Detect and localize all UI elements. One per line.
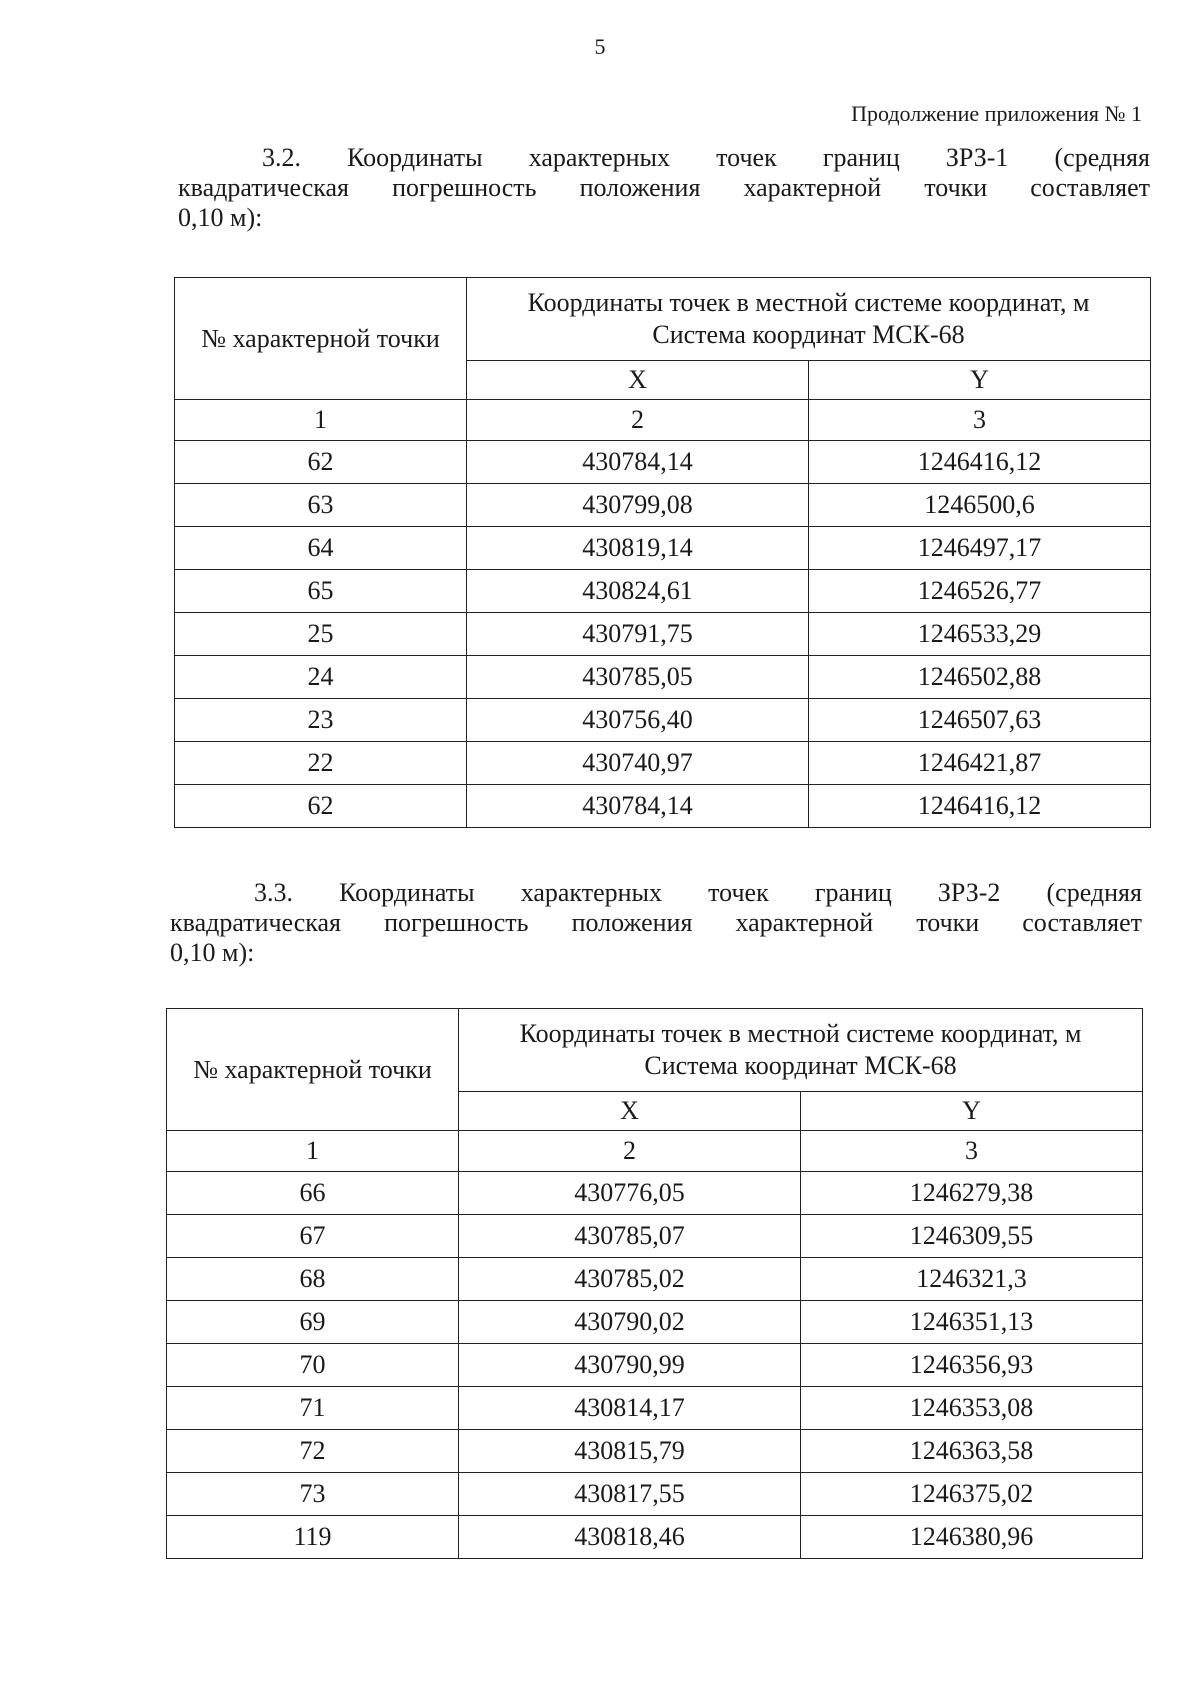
- word: характерных: [528, 143, 670, 172]
- col-group-header: [459, 1009, 1143, 1092]
- y-value: 1246353,08: [801, 1387, 1143, 1430]
- y-value: 1246363,58: [801, 1430, 1143, 1473]
- appendix-note: Продолжение приложения № 1: [851, 101, 1142, 126]
- col-header-y: Y: [809, 361, 1151, 400]
- y-value: 1246279,38: [801, 1172, 1143, 1215]
- word: характерных: [520, 878, 662, 907]
- y-value: 1246502,88: [809, 656, 1151, 699]
- point-number: 63: [175, 484, 467, 527]
- word: составляет: [1030, 173, 1150, 202]
- col-header-x: X: [459, 1092, 801, 1131]
- y-value: 1246351,13: [801, 1301, 1143, 1344]
- table-row: [167, 1387, 1143, 1430]
- index-row: [167, 1131, 1143, 1172]
- table-row: [167, 1301, 1143, 1344]
- point-number: 70: [167, 1344, 459, 1387]
- point-number: 23: [175, 699, 467, 742]
- x-value: 430740,97: [467, 742, 809, 785]
- point-number: 64: [175, 527, 467, 570]
- table-row: [167, 1344, 1143, 1387]
- y-value: 1246497,17: [809, 527, 1151, 570]
- x-value: 430776,05: [459, 1172, 801, 1215]
- point-number: 68: [167, 1258, 459, 1301]
- col-header-y: Y: [801, 1092, 1143, 1131]
- coordinates-table-zrz-2: [166, 1008, 1143, 1559]
- col-group-header: [467, 278, 1151, 361]
- x-value: 430818,46: [459, 1516, 801, 1559]
- x-value: 430791,75: [467, 613, 809, 656]
- y-value: 1246526,77: [809, 570, 1151, 613]
- x-value: 430817,55: [459, 1473, 801, 1516]
- index-cell: 3: [809, 400, 1151, 441]
- table-row: [167, 1473, 1143, 1516]
- point-number: 24: [175, 656, 467, 699]
- x-value: 430785,05: [467, 656, 809, 699]
- word: границ: [814, 878, 892, 907]
- point-number: 119: [167, 1516, 459, 1559]
- word: положения: [571, 908, 693, 937]
- word: Координаты: [339, 878, 475, 907]
- y-value: 1246375,02: [801, 1473, 1143, 1516]
- table-row: [175, 699, 1151, 742]
- section-3-2-paragraph: [178, 143, 1150, 233]
- word: положения: [579, 173, 701, 202]
- section-3-3-paragraph: [170, 878, 1142, 968]
- group-header-line2: Система координат МСК-68: [644, 1051, 957, 1080]
- group-header-line1: Координаты точек в местной системе координат, м: [527, 288, 1090, 317]
- y-value: 1246533,29: [809, 613, 1151, 656]
- word: точки: [916, 908, 980, 937]
- point-number: 71: [167, 1387, 459, 1430]
- word: точек: [708, 878, 769, 907]
- x-value: 430784,14: [467, 441, 809, 484]
- table-row: [175, 441, 1151, 484]
- word: погрешность: [384, 908, 529, 937]
- table-row: [167, 1172, 1143, 1215]
- table-row: [167, 1430, 1143, 1473]
- x-value: 430824,61: [467, 570, 809, 613]
- index-cell: 1: [167, 1131, 459, 1172]
- point-number: 22: [175, 742, 467, 785]
- col-header-point-number: № характерной точки: [175, 278, 467, 400]
- table-row: [175, 484, 1151, 527]
- section-number: 3.3.: [254, 878, 293, 907]
- index-cell: 2: [467, 400, 809, 441]
- word: ЗРЗ-1: [945, 143, 1009, 172]
- table-row: [175, 656, 1151, 699]
- word: квадратическая: [178, 173, 350, 202]
- table-row: [175, 613, 1151, 656]
- point-number: 25: [175, 613, 467, 656]
- index-cell: 1: [175, 400, 467, 441]
- word: точек: [716, 143, 777, 172]
- word: составляет: [1022, 908, 1142, 937]
- point-number: 62: [175, 441, 467, 484]
- col-header-x: X: [467, 361, 809, 400]
- table-row: [175, 570, 1151, 613]
- x-value: 430790,02: [459, 1301, 801, 1344]
- word: (средняя: [1046, 878, 1142, 907]
- paragraph-tail: 0,10 м):: [170, 938, 255, 967]
- y-value: 1246380,96: [801, 1516, 1143, 1559]
- index-cell: 2: [459, 1131, 801, 1172]
- y-value: 1246321,3: [801, 1258, 1143, 1301]
- x-value: 430785,02: [459, 1258, 801, 1301]
- group-header-line1: Координаты точек в местной системе координат, м: [519, 1019, 1082, 1048]
- coordinates-table-zrz-1: [174, 277, 1151, 828]
- x-value: 430785,07: [459, 1215, 801, 1258]
- y-value: 1246356,93: [801, 1344, 1143, 1387]
- table-row: [175, 742, 1151, 785]
- x-value: 430799,08: [467, 484, 809, 527]
- word: ЗРЗ-2: [937, 878, 1001, 907]
- table-row: [175, 785, 1151, 828]
- table-row: [167, 1215, 1143, 1258]
- point-number: 67: [167, 1215, 459, 1258]
- word: характерной: [743, 173, 882, 202]
- word: (средняя: [1054, 143, 1150, 172]
- y-value: 1246421,87: [809, 742, 1151, 785]
- word: Координаты: [347, 143, 483, 172]
- y-value: 1246500,6: [809, 484, 1151, 527]
- x-value: 430790,99: [459, 1344, 801, 1387]
- point-number: 73: [167, 1473, 459, 1516]
- y-value: 1246416,12: [809, 785, 1151, 828]
- point-number: 72: [167, 1430, 459, 1473]
- page-number: 5: [594, 34, 606, 59]
- index-cell: 3: [801, 1131, 1143, 1172]
- index-row: [175, 400, 1151, 441]
- word: погрешность: [392, 173, 537, 202]
- y-value: 1246416,12: [809, 441, 1151, 484]
- y-value: 1246309,55: [801, 1215, 1143, 1258]
- y-value: 1246507,63: [809, 699, 1151, 742]
- word: квадратическая: [170, 908, 342, 937]
- point-number: 65: [175, 570, 467, 613]
- word: границ: [822, 143, 900, 172]
- x-value: 430814,17: [459, 1387, 801, 1430]
- col-header-point-number: № характерной точки: [167, 1009, 459, 1131]
- x-value: 430815,79: [459, 1430, 801, 1473]
- table-row: [175, 527, 1151, 570]
- x-value: 430784,14: [467, 785, 809, 828]
- table-row: [167, 1258, 1143, 1301]
- point-number: 66: [167, 1172, 459, 1215]
- paragraph-tail: 0,10 м):: [178, 203, 263, 232]
- point-number: 69: [167, 1301, 459, 1344]
- word: точки: [924, 173, 988, 202]
- x-value: 430756,40: [467, 699, 809, 742]
- point-number: 62: [175, 785, 467, 828]
- group-header-line2: Система координат МСК-68: [652, 320, 965, 349]
- word: характерной: [735, 908, 874, 937]
- section-number: 3.2.: [262, 143, 301, 172]
- x-value: 430819,14: [467, 527, 809, 570]
- table-row: [167, 1516, 1143, 1559]
